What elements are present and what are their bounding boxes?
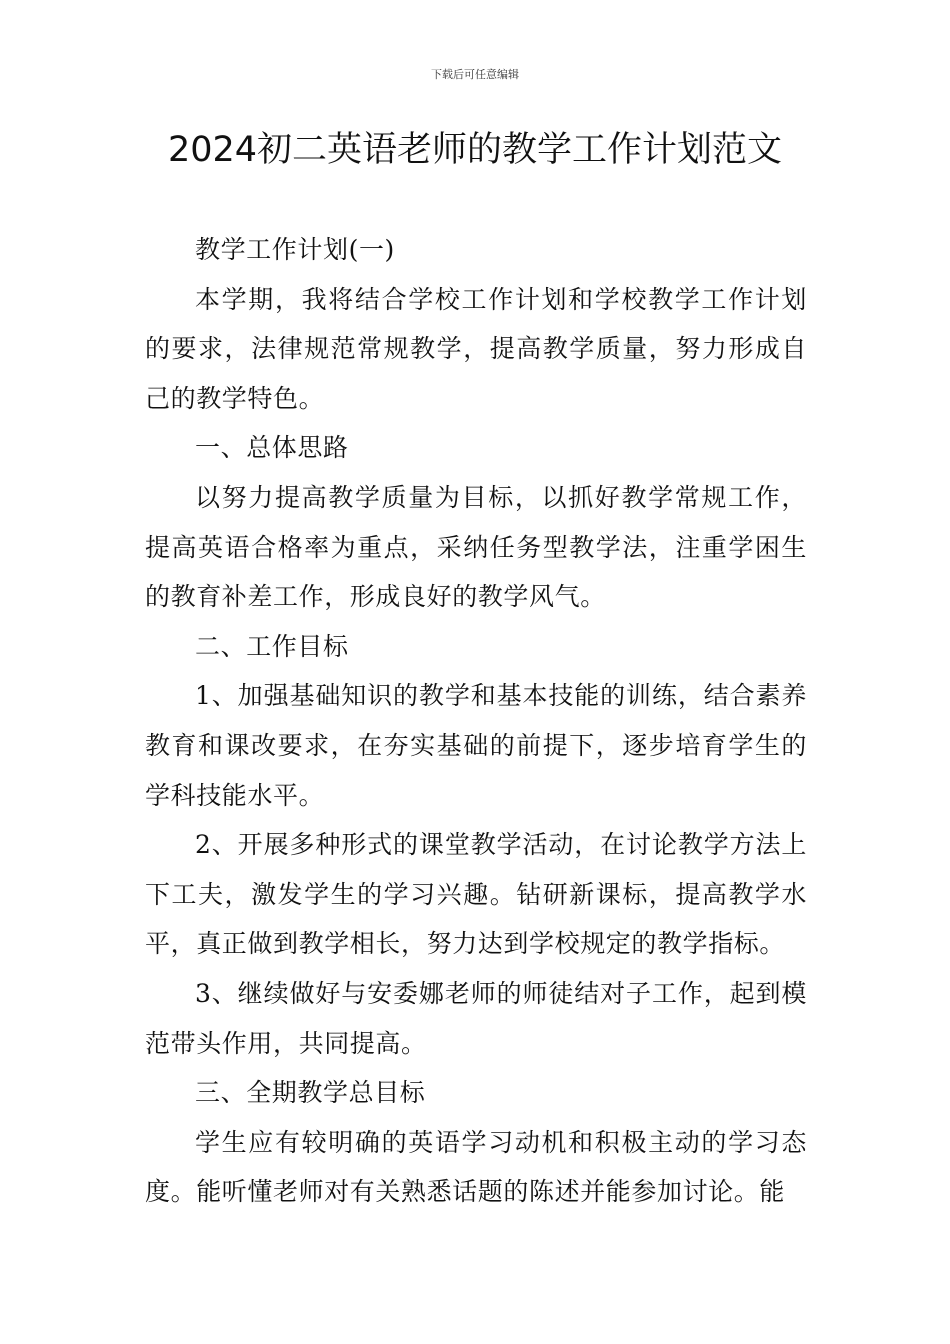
header-note: 下载后可任意编辑: [431, 68, 519, 81]
paragraph: 2、开展多种形式的课堂教学活动，在讨论教学方法上下工夫，激发学生的学习兴趣。钻研新课标，提高教学水平，真正做到教学相长，努力达到学校规定的教学指标。: [145, 830, 807, 959]
paragraph: 以努力提高教学质量为目标，以抓好教学常规工作，提高英语合格率为重点，采纳任务型教学法，注重学困生的教育补差工作，形成良好的教学风气。: [145, 482, 807, 612]
section-heading: 教学工作计划(一): [195, 235, 395, 264]
document-title: 2024初二英语老师的教学工作计划范文: [167, 130, 783, 170]
document-body: [145, 225, 807, 1217]
section-heading: 二、工作目标: [195, 631, 349, 661]
paragraph: 3、继续做好与安委娜老师的师徒结对子工作，起到模范带头作用，共同提高。: [145, 978, 807, 1058]
paragraph: 1、加强基础知识的教学和基本技能的训练，结合素养教育和课改要求，在夯实基础的前提下，逐步培育学生的学科技能水平。: [145, 681, 807, 810]
paragraph: 本学期，我将结合学校工作计划和学校教学工作计划的要求，法律规范常规教学，提高教学质量，努力形成自己的教学特色。: [145, 284, 807, 413]
paragraph: 学生应有较明确的英语学习动机和积极主动的学习态度。能听懂老师对有关熟悉话题的陈述并能参加讨论。能: [145, 1127, 807, 1207]
section-heading: 一、总体思路: [195, 433, 349, 463]
section-heading: 三、全期教学总目标: [195, 1078, 426, 1108]
